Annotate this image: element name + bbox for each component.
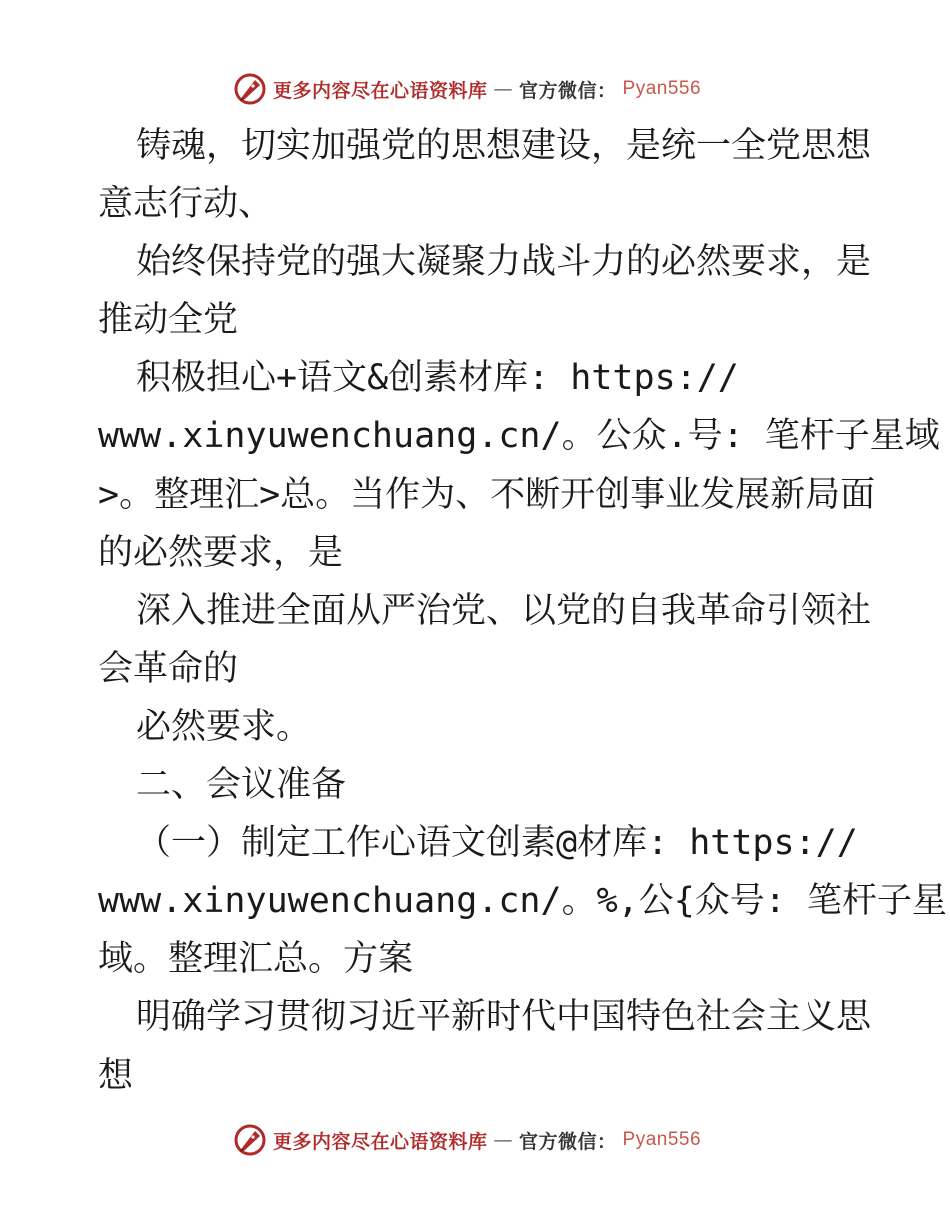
document-body xyxy=(98,117,947,1105)
body-line: www.xinyuwenchuang.cn/。公众.号: 笔杆子星域 xyxy=(98,416,940,457)
banner-dash: — xyxy=(493,1129,514,1151)
body-line: 想 xyxy=(98,1055,134,1096)
banner-wechat-label: 官方微信： xyxy=(519,1130,617,1153)
body-line: 会革命的 xyxy=(98,648,239,689)
header-banner xyxy=(233,71,701,107)
body-line: >。整理汇>总。当作为、不断开创事业发展新局面 xyxy=(98,474,876,515)
banner-wechat-id: Pyan556 xyxy=(622,1129,702,1150)
body-line: 铸魂，切实加强党的思想建设，是统一全党思想 xyxy=(136,126,872,166)
banner-wechat-id: Pyan556 xyxy=(622,78,702,99)
banner-main-text: 更多内容尽在心语资料库 xyxy=(273,79,488,102)
banner-main-text: 更多内容尽在心语资料库 xyxy=(273,1130,488,1153)
pen-nib-logo-icon xyxy=(233,72,267,106)
body-line: 意志行动、 xyxy=(98,184,274,225)
pen-nib-logo-icon xyxy=(233,1123,267,1157)
section-heading: 二、会议准备 xyxy=(136,765,347,806)
body-line: 推动全党 xyxy=(98,300,239,341)
body-line: 明确学习贯彻习近平新时代中国特色社会主义思 xyxy=(136,997,872,1038)
body-line: （一）制定工作心语文创素@材库: https:// xyxy=(136,823,858,864)
body-line: 的必然要求，是 xyxy=(98,532,344,573)
body-line: 必然要求。 xyxy=(136,706,312,747)
body-line: 深入推进全面从严治党、以党的自我革命引领社 xyxy=(136,590,872,631)
body-line: 域。整理汇总。方案 xyxy=(98,939,414,980)
footer-banner xyxy=(233,1122,701,1158)
body-line: 积极担心+语文&创素材库: https:// xyxy=(136,358,739,399)
banner-dash: — xyxy=(493,78,514,100)
banner-wechat-label: 官方微信： xyxy=(519,79,617,102)
body-line: 始终保持党的强大凝聚力战斗力的必然要求，是 xyxy=(136,242,872,283)
body-line: www.xinyuwenchuang.cn/。%,公{众号: 笔杆子星 xyxy=(98,881,947,922)
